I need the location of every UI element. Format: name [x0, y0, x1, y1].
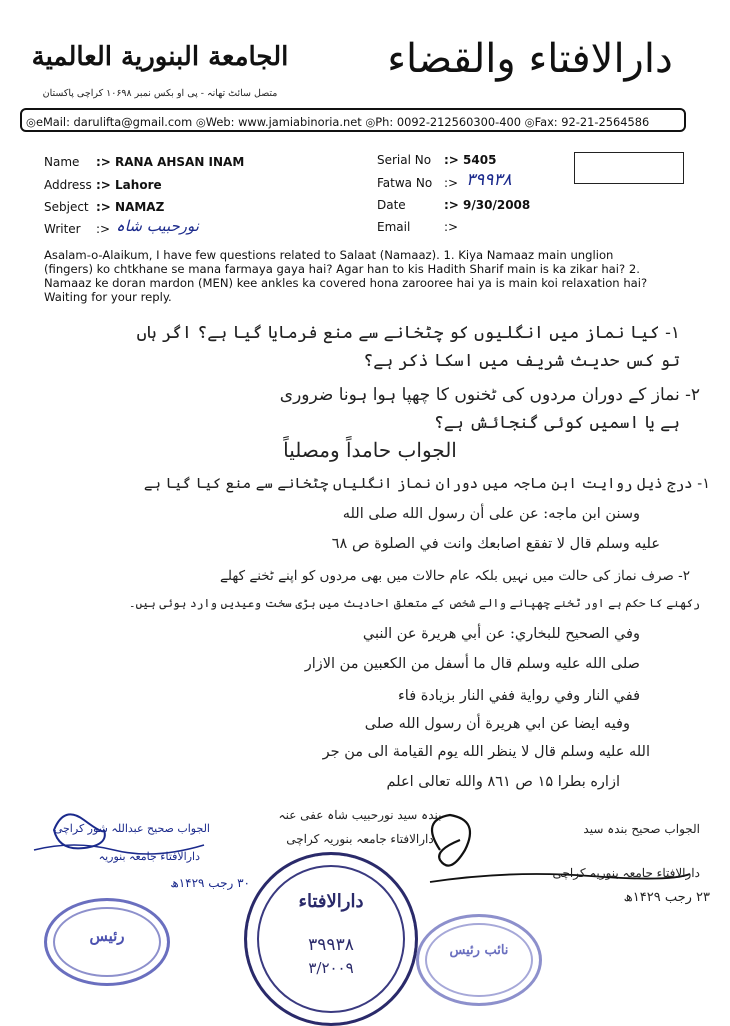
- center-stamp-number: ۳۹۹۳۸: [308, 935, 354, 955]
- left-office: دارالافتاء جامعہ بنوریہ: [98, 850, 200, 863]
- answer-line-6: ۱- درج ذیل روایت ابن ماجہ میں دوران نماز انگلیاں چٹخانے سے منع کیا گیا ہے: [143, 476, 710, 492]
- answer-line-1: ۱- کیا نماز میں انگلیوں کو چٹخانے سے منع فرمایا گیا ہے؟ اگر ہاں: [136, 323, 680, 343]
- center-stamp-date: ۳/۲۰۰۹: [308, 959, 354, 977]
- answer-line-2: تو کس حدیث شریف میں اسکا ذکر ہے؟: [363, 351, 680, 371]
- answer-line-11: وفي الصحيح للبخاري: عن أبي هريرة عن النبي: [362, 626, 640, 642]
- answer-line-16: ازاره بطرا ۱۵ ص ۸٦۱ والله تعالى اعلم: [386, 774, 620, 790]
- contact-bar: [20, 108, 686, 132]
- email-value: :>: [444, 220, 459, 234]
- fatwa-value: ۳۹۹۳۸: [466, 170, 512, 190]
- contact-fax: ◎Fax: 92-21-2564586: [524, 115, 650, 129]
- center-stamp: [244, 852, 418, 1026]
- left-stamp: [44, 898, 170, 986]
- address-value: :> Lahore: [96, 178, 162, 192]
- answer-line-4: ہے یا اسمیں کوئی گنجائش ہے؟: [433, 413, 680, 433]
- serial-value: :> 5405: [444, 153, 497, 167]
- contact-phone: ◎Ph: 0092-212560300-400: [365, 115, 522, 129]
- org-name-right: دارالافتاء والقضاء: [387, 36, 673, 82]
- writer-value: نورحبیب شاہ: [116, 217, 199, 235]
- date-label: Date: [377, 198, 406, 212]
- subject-label: Sebject: [44, 200, 89, 214]
- answer-line-12: صلى الله عليه وسلم قال ما أسفل من الكعبين من الازار: [304, 656, 640, 672]
- writer-signature: بندہ سید نورحبیب شاہ عفی عنہ: [278, 808, 442, 822]
- email-label: Email: [377, 220, 411, 234]
- answer-line-9: ۲- صرف نماز کی حالت میں نہیں بلکہ عام حالات میں بھی مردوں کو اپنے ٹخنے کھلے: [220, 568, 690, 584]
- right-sig-text: الجواب صحیح بندہ سید: [583, 822, 700, 836]
- contact-web[interactable]: ◎Web: www.jamiabinoria.net: [195, 115, 362, 129]
- writer-office: دارالافتاء جامعہ بنوریہ کراچی: [286, 832, 434, 846]
- right-stamp-text: نائب رئیس: [449, 943, 509, 958]
- writer-label: Writer: [44, 222, 81, 236]
- answer-heading: الجواب حامداً ومصلیاً: [283, 438, 457, 462]
- right-date: ۲۳ رجب ۱۴۲۹ھ: [623, 890, 710, 905]
- center-stamp-title: دارالافتاء: [298, 891, 364, 912]
- question-text: Asalam-o-Alaikum, I have few questions related to Salaat (Namaaz). 1. Kiya Namaaz main unglion (fingers) ko chtkhane se mana farmaya gaya hai? Agar han to kis Hadith Sharif main is ka zikar hai? 2. Namaaz ke doran mardon (MEN) kee ankles ka covered hona zarooree hai ya is main koi relaxation hai? Waiting for your reply.: [44, 248, 648, 304]
- answer-line-8: عليه وسلم قال لا تفقع اصابعك وانت في الصلوة ص ٦٨: [331, 536, 660, 552]
- org-name-left: الجامعة البنورية العالمية: [31, 42, 289, 72]
- right-office: دارالافتاء جامعہ بنوریہ کراچی: [552, 866, 700, 880]
- answer-line-3: ۲- نماز کے دوران مردوں کی ٹخنوں کا چھپا ہوا ہونا ضروری: [279, 385, 700, 405]
- left-date: ۳۰ رجب ۱۴۲۹ھ: [170, 876, 250, 890]
- stamp-box: [574, 152, 684, 184]
- answer-line-13: ففي النار وفي رواية ففي النار بزيادة فاء: [397, 688, 640, 704]
- name-value: :> RANA AHSAN INAM: [96, 155, 245, 169]
- fatwa-label: Fatwa No: [377, 176, 433, 190]
- left-sig-text: الجواب صحیح عبداللہ شور کراچی: [53, 822, 210, 835]
- serial-label: Serial No: [377, 153, 432, 167]
- org-address: متصل سائٹ تھانہ - پی او بکس نمبر ۱۰۶۹۸ کراچی پاکستان: [42, 88, 278, 99]
- name-label: Name: [44, 155, 80, 169]
- address-label: Address: [44, 178, 92, 192]
- answer-line-14: وفيه ايضا عن ابي هريرة أن رسول الله صلى: [364, 716, 630, 732]
- right-stamp: [416, 914, 542, 1006]
- contact-email[interactable]: ◎eMail: darulifta@gmail.com: [26, 115, 193, 129]
- date-value: :> 9/30/2008: [444, 198, 531, 212]
- answer-line-15: الله عليه وسلم قال لا ينظر الله يوم القيامة الى من جر: [322, 744, 650, 760]
- answer-line-10: رکھنے کا حکم ہے اور ٹخنے چھپانے والے شخص کے متعلق احادیث میں بڑی سخت وعیدیں وارد ہوئی ہیں۔: [128, 596, 700, 610]
- writer-prefix: :>: [96, 222, 111, 236]
- fatwa-prefix: :>: [444, 176, 459, 190]
- left-stamp-text: رئیس: [89, 927, 125, 945]
- answer-line-7: وسنن ابن ماجه: عن علی أن رسول الله صلى الله: [342, 506, 640, 522]
- subject-value: :> NAMAZ: [96, 200, 165, 214]
